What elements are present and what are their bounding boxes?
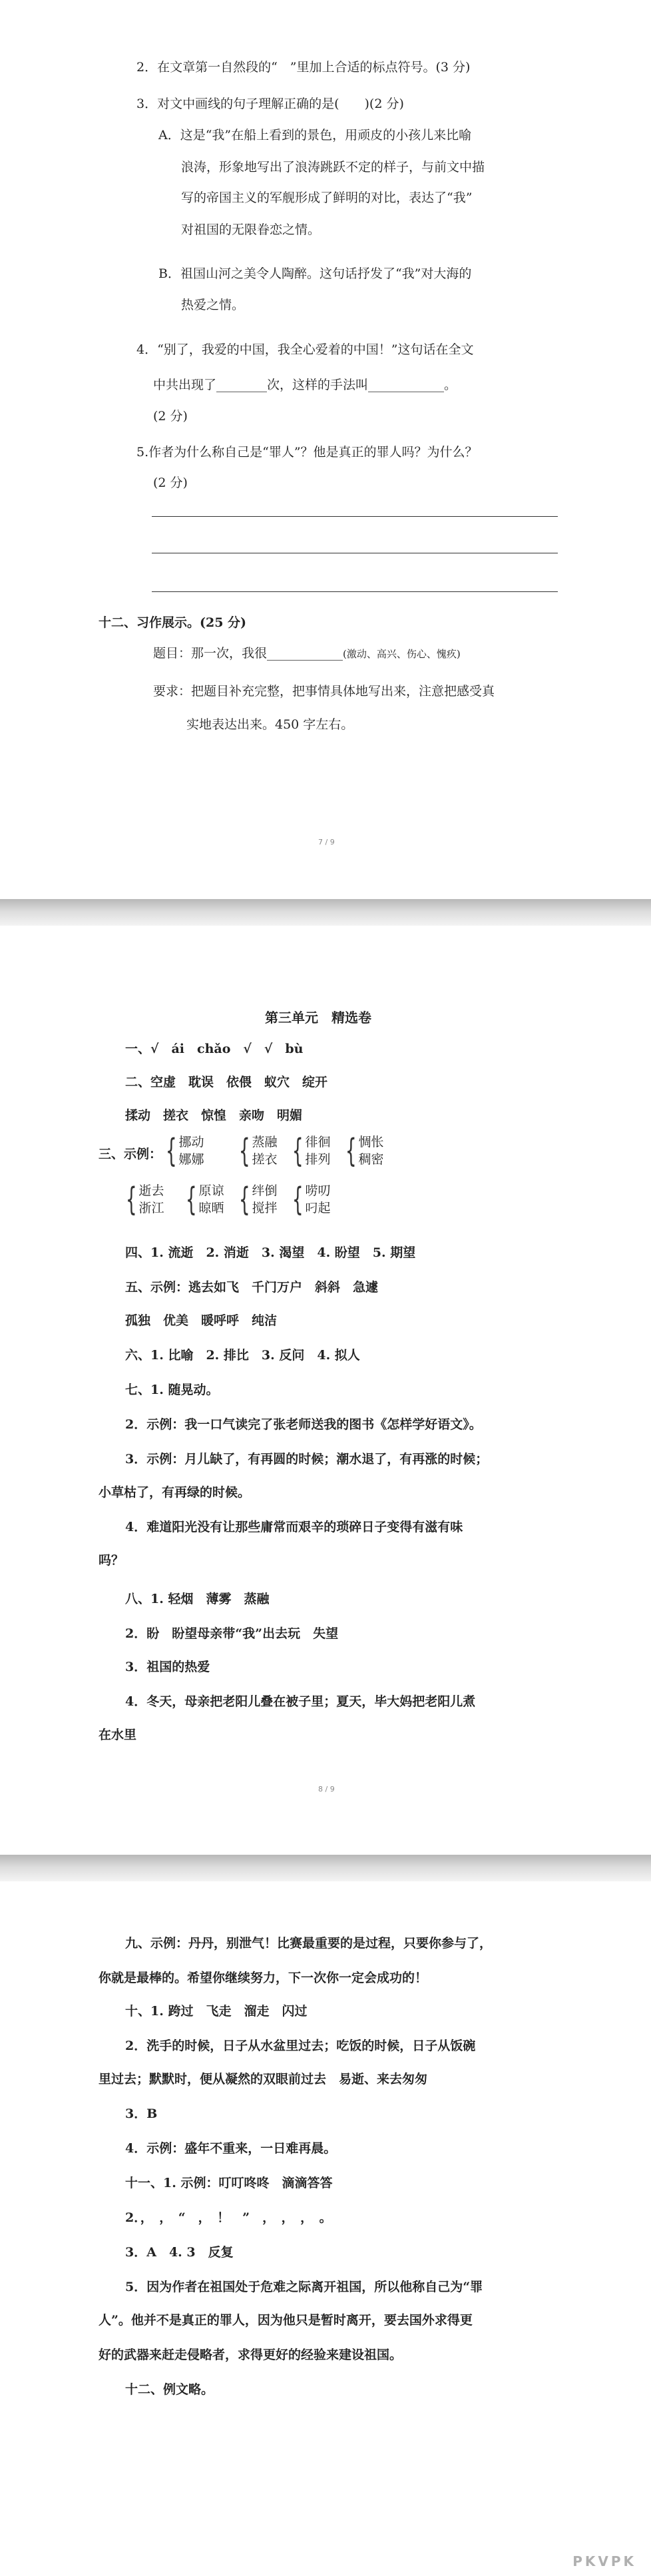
answer-11-5-line-3: 好的武器来赶走侵略者，求得更好的经验来建设祖国。 xyxy=(99,2348,403,2362)
answer-line xyxy=(152,516,558,517)
option-a-line-3: 写的帝国主义的军舰形成了鲜明的对比，表达了“我” xyxy=(181,190,473,205)
answer-11-5-line-1: 5．因为作者在祖国处于危难之际离开祖国，所以他称自己为“罪 xyxy=(125,2280,483,2294)
question-2: 2．在文章第一自然段的“ ”里加上合适的标点符号。(3 分) xyxy=(136,60,471,75)
answer-8-1: 八、1. 轻烟 薄雾 蒸融 xyxy=(125,1592,270,1606)
question-5-score: (2 分) xyxy=(153,476,188,490)
option-a-line-4: 对祖国的无限眷恋之情。 xyxy=(181,222,321,237)
watermark: PKVPK xyxy=(572,2553,636,2569)
answer-10-1: 十、1. 跨过 飞走 溜走 闪过 xyxy=(125,2004,308,2019)
answer-8-2: 2．盼 盼望母亲带“我”出去玩 失望 xyxy=(125,1626,339,1641)
answer-8-3: 3．祖国的热爱 xyxy=(125,1660,210,1674)
word-group-5: { 逝去 浙江 xyxy=(125,1181,164,1218)
answer-4: 四、1. 流逝 2. 消逝 3. 渴望 4. 盼望 5. 期望 xyxy=(125,1245,416,1260)
answer-11-3-4: 3．A 4. 3 反复 xyxy=(125,2245,234,2260)
option-a-line-1: A．这是“我”在船上看到的景色，用顽皮的小孩儿来比喻 xyxy=(158,128,472,143)
answer-10-3: 3．B xyxy=(125,2106,158,2121)
requirement-line-1: 要求：把题目补充完整，把事情具体地写出来，注意把感受真 xyxy=(153,684,495,699)
option-b-line-1: B．祖国山河之美令人陶醉。这句话抒发了“我”对大海的 xyxy=(158,266,472,281)
answer-9-line-1: 九、示例：丹丹，别泄气！比赛最重要的是过程，只要你参与了， xyxy=(125,1936,493,1951)
page-8 xyxy=(0,926,651,1855)
answer-8-4-line-2: 在水里 xyxy=(99,1728,137,1742)
question-3: 3．对文中画线的句子理解正确的是( )(2 分) xyxy=(136,97,404,111)
answer-7-4-line-2: 吗？ xyxy=(99,1553,124,1568)
topic-options: (激动、高兴、伤心、愧疚) xyxy=(343,648,461,660)
answer-7-1: 七、1. 随晃动。 xyxy=(125,1383,219,1397)
answer-10-4: 4．示例：盛年不重来，一日难再晨。 xyxy=(125,2141,337,2156)
answer-8-4-line-1: 4．冬天，母亲把老阳儿叠在被子里；夏天，毕大妈把老阳儿煮 xyxy=(125,1694,476,1709)
word-group-1: { 挪动 娜娜 xyxy=(165,1132,204,1169)
page-number: 8 / 9 xyxy=(318,1785,335,1793)
option-b-line-2: 热爱之情。 xyxy=(181,298,245,312)
answer-2-line-1: 二、空虚 耽误 依偎 蚁穴 绽开 xyxy=(125,1075,328,1090)
question-4-score: (2 分) xyxy=(153,409,188,424)
answer-12: 十二、例文略。 xyxy=(125,2382,214,2397)
answer-11-2: 2．， ， “ ， ！ ” ， ， ， 。 xyxy=(125,2210,332,2225)
page-separator xyxy=(0,1855,651,1881)
answer-7-3-line-1: 3．示例：月儿缺了，有再圆的时候；潮水退了，有再涨的时候； xyxy=(125,1452,489,1466)
composition-topic xyxy=(153,645,461,663)
question-5: 5.作者为什么称自己是“罪人”？他是真正的罪人吗？为什么？ xyxy=(136,445,478,460)
answer-7-2: 2．示例：我一口气读完了张老师送我的图书《怎样学好语文》。 xyxy=(125,1417,482,1432)
answer-7-4-line-1: 4．难道阳光没有让那些庸常而艰辛的琐碎日子变得有滋有味 xyxy=(125,1520,463,1534)
answer-1: 一、√ ái chǎo √ √ bù xyxy=(125,1042,304,1056)
answer-2-line-2: 揉动 搓衣 惊惶 亲吻 明媚 xyxy=(125,1108,303,1123)
word-group-8: { 唠叨 叼起 xyxy=(292,1181,331,1218)
word-group-2: { 蒸融 搓衣 xyxy=(238,1132,278,1169)
word-group-3: { 徘徊 排列 xyxy=(292,1132,331,1169)
answer-7-3-line-2: 小草枯了，有再绿的时候。 xyxy=(99,1485,251,1500)
word-group-7: { 绊倒 搅拌 xyxy=(238,1181,278,1218)
answer-11-5-line-2: 人”。他并不是真正的罪人，因为他只是暂时离开，要去国外求得更 xyxy=(99,2313,473,2328)
page-number: 7 / 9 xyxy=(318,838,335,846)
unit-title: 第三单元 精选卷 xyxy=(265,1010,371,1026)
answer-11-1: 十一、1. 示例：叮叮咚咚 滴滴答答 xyxy=(125,2176,333,2190)
answer-9-line-2: 你就是最棒的。希望你继续努力，下一次你一定会成功的！ xyxy=(99,1971,428,1985)
answer-6: 六、1. 比喻 2. 排比 3. 反问 4. 拟人 xyxy=(125,1348,360,1363)
answer-10-2-line-1: 2．洗手的时候，日子从水盆里过去；吃饭的时候，日子从饭碗 xyxy=(125,2039,476,2053)
question-4-line-2: 中共出现了________次，这样的手法叫____________。 xyxy=(153,378,457,392)
page-9 xyxy=(0,1881,651,2576)
word-group-4: { 惆怅 稠密 xyxy=(345,1132,384,1169)
answer-3-label: 三、示例： xyxy=(99,1147,162,1161)
word-group-6: { 原谅 晾晒 xyxy=(185,1181,224,1218)
section-12-heading: 十二、习作展示。(25 分) xyxy=(99,615,247,630)
question-4-line-1: 4．“别了，我爱的中国，我全心爱着的中国！”这句话在全文 xyxy=(136,342,474,357)
topic-label: 题目：那一次，我很____________ xyxy=(153,646,343,661)
answer-line xyxy=(152,591,558,592)
answer-5-line-1: 五、示例：逃去如飞 千门万户 斜斜 急遽 xyxy=(125,1280,379,1295)
answer-5-line-2: 孤独 优美 暖呼呼 纯洁 xyxy=(125,1313,278,1328)
page-7 xyxy=(0,0,651,899)
page-separator xyxy=(0,899,651,926)
requirement-line-2: 实地表达出来。450 字左右。 xyxy=(186,717,354,732)
answer-10-2-line-2: 里过去；默默时，便从凝然的双眼前过去 易逝、来去匆匆 xyxy=(99,2072,428,2087)
option-a-line-2: 浪涛，形象地写出了浪涛跳跃不定的样子，与前文中描 xyxy=(181,160,485,174)
